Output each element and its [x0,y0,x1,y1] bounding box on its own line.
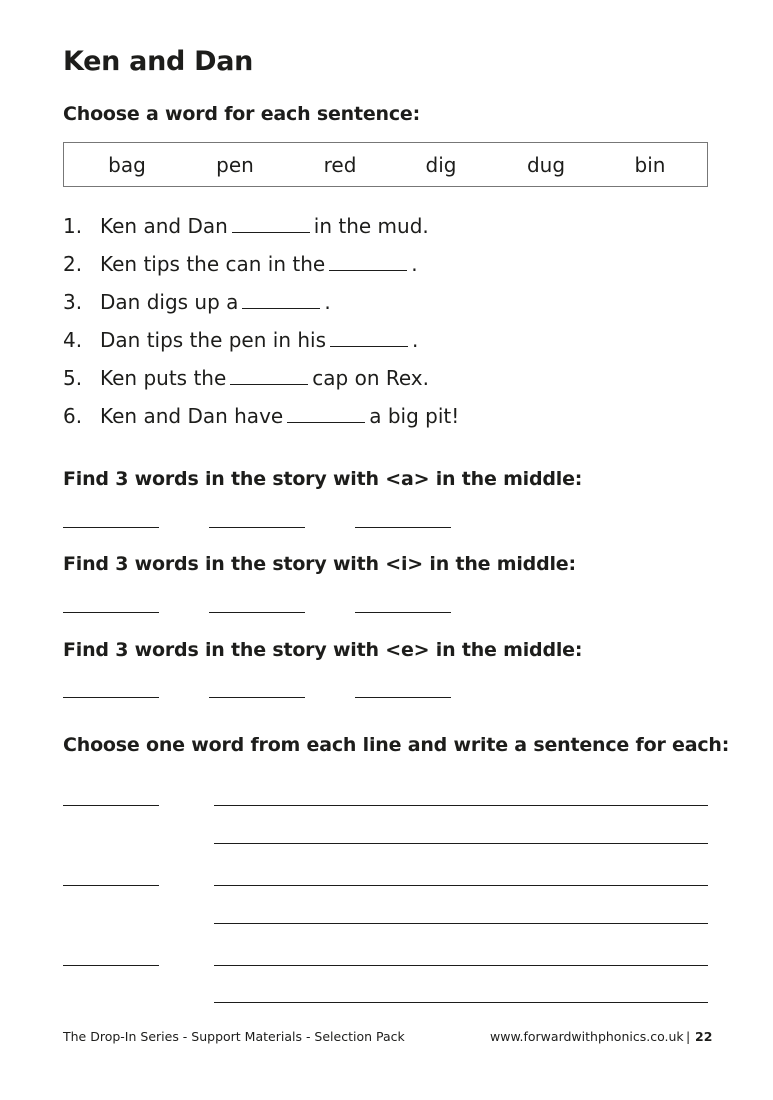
answer-line[interactable] [209,697,305,698]
sentence-5 [63,366,429,390]
word-answer-line[interactable] [63,805,159,806]
footer-separator: | [686,1029,691,1044]
word-answer-line[interactable] [63,885,159,886]
answer-blank[interactable] [287,421,365,423]
answer-line[interactable] [209,612,305,613]
answer-blank[interactable] [232,231,310,233]
instruction-heading: Choose a word for each sentence: [63,103,420,125]
sentence-number: 2. [63,252,83,276]
sentence-text: Dan digs up a [100,290,239,314]
word-bank-item: dig [425,153,457,177]
sentence-3 [63,290,331,314]
page-number: 22 [695,1029,713,1044]
sentence-answer-line[interactable] [214,843,708,844]
answer-line[interactable] [63,527,159,528]
find-e-heading: Find 3 words in the story with <e> in the middle: [63,639,583,661]
answer-line[interactable] [355,612,451,613]
sentence-answer-line[interactable] [214,805,708,806]
word-answer-line[interactable] [63,965,159,966]
answer-blank[interactable] [330,345,408,347]
sentence-text: . [411,252,418,276]
sentence-text: Ken and Dan [100,214,228,238]
sentence-text: . [324,290,331,314]
word-bank-item: bag [108,153,146,177]
sentence-text: Dan tips the pen in his [100,328,327,352]
sentence-text: . [412,328,419,352]
word-bank-item: pen [216,153,254,177]
sentence-text: in the mud. [313,214,429,238]
sentence-1 [63,214,429,238]
sentence-number: 6. [63,404,83,428]
sentence-number: 5. [63,366,83,390]
answer-blank[interactable] [242,307,320,309]
sentence-number: 3. [63,290,83,314]
answer-line[interactable] [355,697,451,698]
word-bank-item: red [323,153,357,177]
sentence-text: Ken tips the can in the [100,252,326,276]
word-bank [63,142,708,187]
sentence-text: cap on Rex. [312,366,429,390]
sentence-writing-heading: Choose one word from each line and write a sentence for each: [63,734,730,756]
sentence-answer-line[interactable] [214,923,708,924]
word-bank-item: dug [526,153,566,177]
sentence-6 [63,404,459,428]
answer-blank[interactable] [230,383,308,385]
sentence-2 [63,252,418,276]
answer-line[interactable] [63,697,159,698]
sentence-text: a big pit! [369,404,460,428]
answer-blank[interactable] [329,269,407,271]
footer-url: www.forwardwithphonics.co.uk [490,1029,684,1044]
answer-line[interactable] [209,527,305,528]
page-title: Ken and Dan [63,46,254,77]
answer-line[interactable] [355,527,451,528]
find-i-heading: Find 3 words in the story with <i> in the middle: [63,553,576,575]
sentence-4 [63,328,418,352]
find-a-heading: Find 3 words in the story with <a> in the middle: [63,468,583,490]
footer-series: The Drop-In Series - Support Materials - Selection Pack [63,1029,405,1044]
sentence-answer-line[interactable] [214,885,708,886]
word-bank-item: bin [634,153,666,177]
sentence-text: Ken and Dan have [100,404,284,428]
sentence-number: 4. [63,328,83,352]
sentence-answer-line[interactable] [214,1002,708,1003]
answer-line[interactable] [63,612,159,613]
sentence-number: 1. [63,214,83,238]
sentence-text: Ken puts the [100,366,227,390]
sentence-answer-line[interactable] [214,965,708,966]
